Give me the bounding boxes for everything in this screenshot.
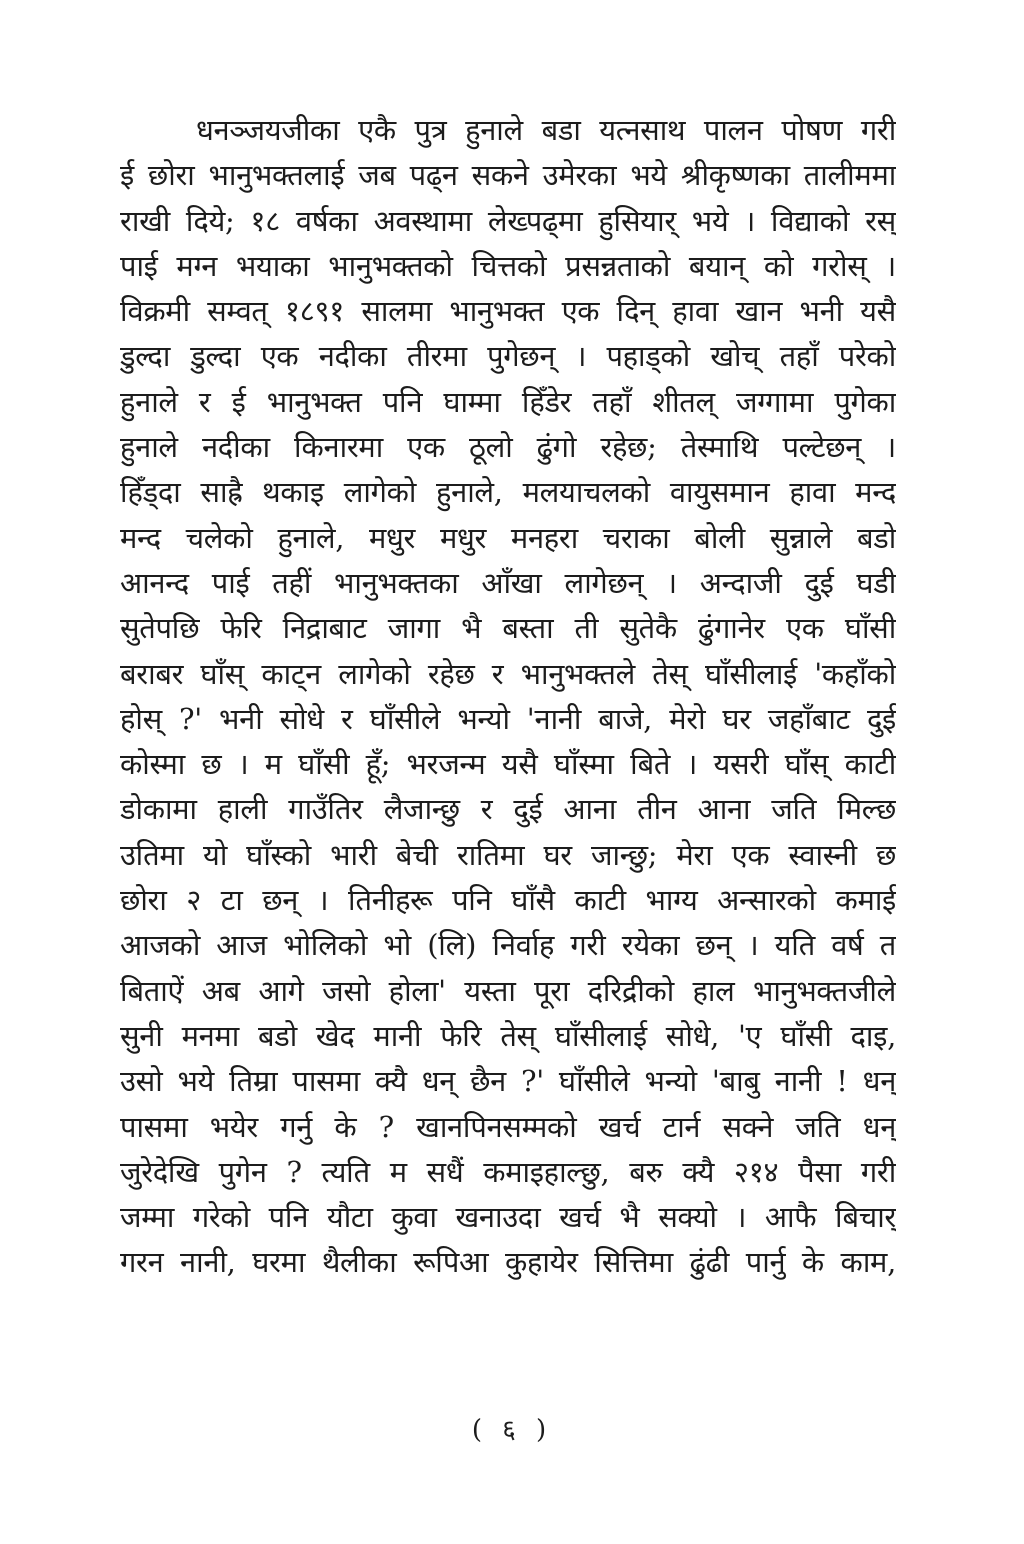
text-line: आनन्द पाई तहीं भानुभक्तका आँखा लागेछन् । अन्दाजी दुई घडी: [120, 565, 896, 600]
text-line: कोस्मा छ । म घाँसी हूँ; भरजन्म यसै घाँस्मा बिते । यसरी घाँस् काटी: [120, 747, 896, 782]
text-line: हिँड्दा साह्रै थकाइ लागेको हुनाले, मलयाचलको वायुसमान हावा मन्द: [120, 475, 896, 510]
text-line: गरन नानी, घरमा थैलीका रूपिआ कुहायेर सित्तिमा ढुंढी पार्नु के काम,: [120, 1245, 896, 1280]
text-line: विक्रमी सम्वत् १८९१ सालमा भानुभक्त एक दिन् हावा खान भनी यसै: [120, 294, 896, 329]
text-line: धनञ्जयजीका एकै पुत्र हुनाले बडा यत्नसाथ पालन पोषण गरी: [196, 113, 896, 147]
body-text: [120, 108, 896, 1286]
text-line: हुनाले नदीका किनारमा एक ठूलो ढुंगो रहेछ; तेस्माथि पल्टेछन् ।: [120, 430, 896, 465]
text-line: हुनाले र ई भानुभक्त पनि घाम्मा हिँडेर तहाँ शीतल् जग्गामा पुगेका: [120, 384, 896, 419]
text-line: राखी दिये; १८ वर्षका अवस्थामा लेख्पढ्मा हुसियार् भये । विद्याको रस्: [120, 203, 896, 238]
text-line: होस् ?' भनी सोधे र घाँसीले भन्यो 'नानी बाजे, मेरो घर जहाँबाट दुई: [120, 701, 896, 736]
text-line: सुनी मनमा बडो खेद मानी फेरि तेस् घाँसीलाई सोधे, 'ए घाँसी दाइ,: [120, 1018, 896, 1053]
text-line: पाई मग्न भयाका भानुभक्तको चित्तको प्रसन्नताको बयान् को गरोस् ।: [120, 248, 896, 283]
text-line: उसो भये तिम्रा पासमा क्यै धन् छैन ?' घाँसीले भन्यो 'बाबु नानी ! धन्: [120, 1064, 896, 1099]
text-line: उतिमा यो घाँस्को भारी बेची रातिमा घर जान्छु; मेरा एक स्वास्नी छ: [120, 837, 896, 872]
text-line: छोरा २ टा छन् । तिनीहरू पनि घाँसै काटी भाग्य अन्सारको कमाई: [120, 883, 896, 918]
text-line: डोकामा हाली गाउँतिर लैजान्छु र दुई आना तीन आना जति मिल्छ: [120, 792, 896, 827]
text-line: जुरेदेखि पुगेन ? त्यति म सधैं कमाइहाल्छु, बरु क्यै २१४ पैसा गरी: [120, 1154, 896, 1189]
text-line: बराबर घाँस् काट्न लागेको रहेछ र भानुभक्तले तेस् घाँसीलाई 'कहाँको: [120, 656, 896, 691]
text-line: ई छोरा भानुभक्तलाई जब पढ्न सकने उमेरका भये श्रीकृष्णका तालीममा: [120, 158, 896, 193]
text-line: आजको आज भोलिको भो (लि) निर्वाह गरी रयेका छन् । यति वर्ष त: [120, 928, 896, 963]
text-line: डुल्दा डुल्दा एक नदीका तीरमा पुगेछन् । पहाड्को खोच् तहाँ परेको: [120, 339, 896, 374]
text-line: सुतेपछि फेरि निद्राबाट जागा भै बस्ता ती सुतेकै ढुंगानेर एक घाँसी: [120, 611, 896, 646]
text-line: जम्मा गरेको पनि यौटा कुवा खनाउदा खर्च भै सक्यो । आफै बिचार्: [120, 1200, 896, 1235]
text-line: पासमा भयेर गर्नु के ? खानपिनसम्मको खर्च टार्न सक्ने जति धन्: [120, 1109, 896, 1144]
page-number: ( ६ ): [471, 1415, 553, 1445]
text-line: बिताऐं अब आगे जसो होला' यस्ता पूरा दरिद्रीको हाल भानुभक्तजीले: [120, 973, 896, 1008]
text-line: मन्द चलेको हुनाले, मधुर मधुर मनहरा चराका बोली सुन्नाले बडो: [120, 520, 896, 555]
